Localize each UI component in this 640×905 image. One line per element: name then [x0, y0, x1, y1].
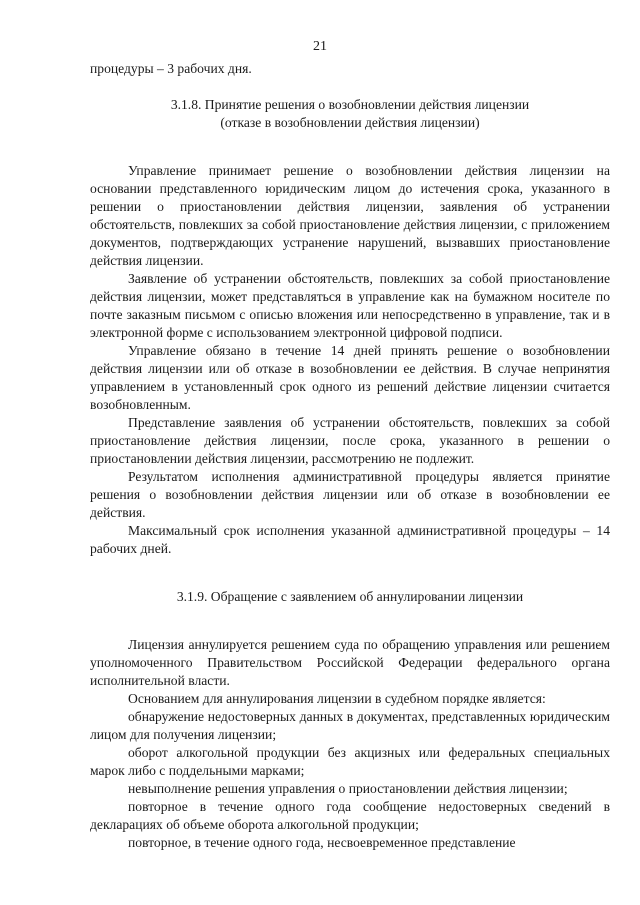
paragraph: Заявление об устранении обстоятельств, повлекших за собой приостановление действия лицензии, может представляться в управление как на бумажном носителе по почте заказным письмом с описью вложения или непосредственно в управление, так и в электронной форме с использованием электронной цифровой подписи. [90, 271, 610, 340]
list-item: невыполнение решения управления о приостановлении действия лицензии; [128, 781, 568, 796]
paragraph: Управление обязано в течение 14 дней принять решение о возобновлении действия лицензии или об отказе в возобновлении ее действия. В случае непринятия управлением в установленный срок одного из решений действие лицензии считается возобновленным. [90, 343, 610, 412]
list-item: оборот алкогольной продукции без акцизных или федеральных специальных марок либо с поддельными марками; [90, 745, 610, 778]
section-3-1-9-title: 3.1.9. Обращение с заявлением об аннулировании лицензии [176, 589, 524, 604]
section-3-1-8-body [90, 162, 610, 558]
section-title-line: (отказе в возобновлении действия лицензии) [220, 115, 480, 130]
paragraph: Лицензия аннулируется решением суда по обращению управления или решением уполномоченного Правительством Российской Федерации федерального органа исполнительной власти. [90, 637, 610, 688]
paragraph: Результатом исполнения административной процедуры является принятие решения о возобновлении действия лицензии или об отказе в возобновлении ее действия. [90, 469, 610, 520]
document-body [90, 60, 610, 852]
paragraph: Представление заявления об устранении обстоятельств, повлекших за собой приостановление действия лицензии, после срока, указанного в решении о приостановлении действия лицензии, рассмотрению не подлежит. [90, 415, 610, 466]
paragraph: Управление принимает решение о возобновлении действия лицензии на основании представленного юридическим лицом до истечения срока, указанного в решении о приостановлении действия лицензии, заявления об устранении обстоятельств, повлекших за собой приостановление действия лицензии, с приложением документов, подтверждающих устранение нарушений, вызвавших приостановление действия лицензии. [90, 163, 610, 268]
intro-line: процедуры – 3 рабочих дня. [90, 61, 252, 76]
page-number: 21 [313, 39, 327, 54]
paragraph: Основанием для аннулирования лицензии в судебном порядке является: [128, 691, 546, 706]
list-item: обнаружение недостоверных данных в документах, представленных юридическим лицом для получения лицензии; [90, 709, 610, 742]
paragraph: Максимальный срок исполнения указанной административной процедуры – 14 рабочих дней. [90, 523, 610, 556]
section-3-1-9-body [90, 636, 610, 852]
list-item: повторное, в течение одного года, несвоевременное представление [128, 835, 516, 850]
section-title-line: 3.1.8. Принятие решения о возобновлении действия лицензии [170, 97, 530, 112]
section-3-1-8-heading [90, 96, 610, 132]
list-item: повторное в течение одного года сообщение недостоверных сведений в декларациях об объеме оборота алкогольной продукции; [90, 799, 610, 832]
